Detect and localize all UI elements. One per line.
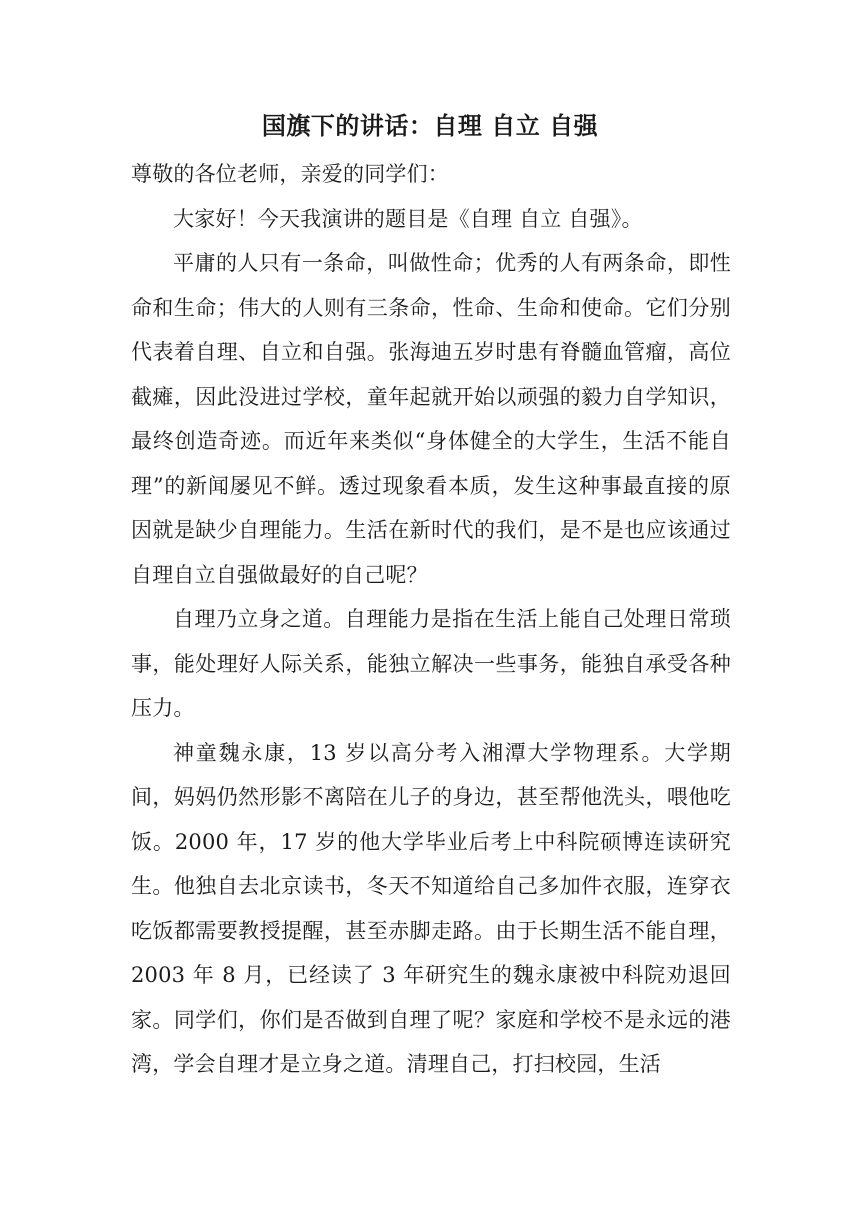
greeting-line: 尊敬的各位老师，亲爱的同学们： <box>131 162 449 186</box>
document-title: 国旗下的讲话：自理 自立 自强 <box>261 111 599 140</box>
document-body <box>131 152 731 1087</box>
paragraph-self-care-definition: 自理乃立身之道。自理能力是指在生活上能自己处理日常琐事，能处理好人际关系，能独立解决一些事务，能独自承受各种压力。 <box>131 607 731 720</box>
paragraph-three-lives: 平庸的人只有一条命，叫做性命；优秀的人有两条命，即性命和生命；伟大的人则有三条命，性命、生命和使命。它们分别代表着自理、自立和自强。张海迪五岁时患有脊髓血管瘤，高位截瘫，因此没进过学校，童年起就开始以顽强的毅力自学知识，最终创造奇迹。而近年来类似“身体健全的大学生，生活不能自理”的新闻屡见不鲜。透过现象看本质，发生这种事最直接的原因就是缺少自理能力。生活在新时代的我们，是不是也应该通过自理自立自强做最好的自己呢？ <box>131 251 731 587</box>
paragraph-wei-yongkang-story: 神童魏永康，13 岁以高分考入湘潭大学物理系。大学期间，妈妈仍然形影不离陪在儿子的身边，甚至帮他洗头，喂他吃饭。2000 年，17 岁的他大学毕业后考上中科院硕博连读研究生。他独自去北京读书，冬天不知道给自己多加件衣服，连穿衣吃饭都需要教授提醒，甚至赤脚走路。由于长期生活不能自理，2003 年 8 月，已经读了 3 年研究生的魏永康被中科院劝退回家。同学们，你们是否做到自理了呢？家庭和学校不是永远的港湾，学会自理才是立身之道。清理自己，打扫校园，生活 <box>131 740 731 1076</box>
paragraph-intro: 大家好！今天我演讲的题目是《自理 自立 自强》。 <box>173 206 643 231</box>
